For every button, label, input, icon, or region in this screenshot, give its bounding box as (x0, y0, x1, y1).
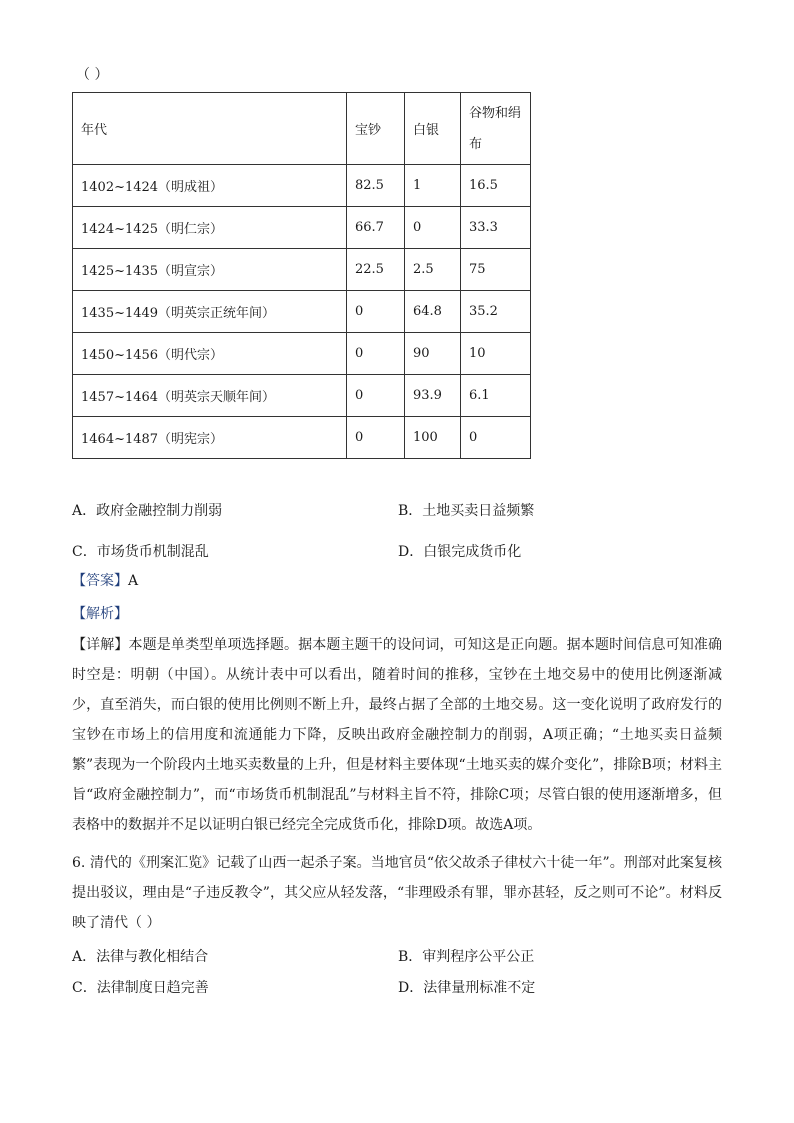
cell-era: 1424~1425（明仁宗） (73, 207, 347, 249)
table-row (73, 375, 531, 417)
analysis-line (72, 603, 128, 623)
question-bracket: （ ） (76, 67, 109, 83)
header-silver: 白银 (405, 93, 461, 165)
cell-baochao: 0 (347, 333, 405, 375)
cell-era: 1450~1456（明代宗） (73, 333, 347, 375)
table-row (73, 249, 531, 291)
table-row (73, 165, 531, 207)
cell-grain-cloth: 75 (461, 249, 531, 291)
cell-era: 1464~1487（明宪宗） (73, 417, 347, 459)
cell-baochao: 82.5 (347, 165, 405, 207)
q5-option-b: B．土地买卖日益频繁 (398, 503, 535, 519)
q5-option-a: A．政府金融控制力削弱 (72, 503, 223, 519)
cell-silver: 1 (405, 165, 461, 207)
table-row (73, 207, 531, 249)
cell-baochao: 22.5 (347, 249, 405, 291)
answer-line (72, 570, 138, 590)
land-transaction-table (72, 92, 531, 459)
cell-grain-cloth: 10 (461, 333, 531, 375)
q6-option-b: B．审判程序公平公正 (398, 949, 535, 965)
cell-grain-cloth: 35.2 (461, 291, 531, 333)
q5-option-d: D．白银完成货币化 (398, 544, 522, 560)
cell-grain-cloth: 0 (461, 417, 531, 459)
cell-silver: 0 (405, 207, 461, 249)
cell-silver: 100 (405, 417, 461, 459)
cell-era: 1425~1435（明宣宗） (73, 249, 347, 291)
cell-baochao: 0 (347, 375, 405, 417)
table-row (73, 417, 531, 459)
q5-option-c: C．市场货币机制混乱 (72, 544, 209, 560)
cell-silver: 64.8 (405, 291, 461, 333)
cell-grain-cloth: 16.5 (461, 165, 531, 207)
cell-baochao: 0 (347, 417, 405, 459)
answer-label: 【答案】 (72, 573, 128, 589)
cell-era: 1457~1464（明英宗天顺年间） (73, 375, 347, 417)
cell-silver: 90 (405, 333, 461, 375)
header-baochao: 宝钞 (347, 93, 405, 165)
analysis-label: 【解析】 (72, 606, 128, 622)
cell-grain-cloth: 6.1 (461, 375, 531, 417)
detail-paragraph: 【详解】本题是单类型单项选择题。据本题主题干的设问词，可知这是正向题。据本题时间信息可知准确时空是：明朝（中国）。从统计表中可以看出，随着时间的推移，宝钞在土地交易中的使用比例逐渐减少，直至消失，而白银的使用比例则不断上升，最终占据了全部的土地交易。这一变化说明了政府发行的宝钞在市场上的信用度和流通能力下降，反映出政府金融控制力的削弱，A项正确；“土地买卖日益频繁”表现为一个阶段内土地买卖数量的上升，但是材料主要体现“土地买卖的媒介变化”，排除B项；材料主旨“政府金融控制力”，而“市场货币机制混乱”与材料主旨不符，排除C项；尽管白银的使用逐渐增多，但表格中的数据并不足以证明白银已经完全完成货币化，排除D项。故选A项。 (72, 637, 722, 833)
table-header-row (73, 93, 531, 165)
cell-baochao: 0 (347, 291, 405, 333)
cell-grain-cloth: 33.3 (461, 207, 531, 249)
table-row (73, 333, 531, 375)
cell-silver: 93.9 (405, 375, 461, 417)
q6-option-c: C．法律制度日趋完善 (72, 980, 209, 996)
cell-era: 1402~1424（明成祖） (73, 165, 347, 207)
header-grain-cloth: 谷物和绢布 (461, 93, 531, 165)
cell-era: 1435~1449（明英宗正统年间） (73, 291, 347, 333)
cell-baochao: 66.7 (347, 207, 405, 249)
q6-stem: 6. 清代的《刑案汇览》记载了山西一起杀子案。当地官员“依父故杀子律杖六十徒一年”。刑部对此案复核提出驳议，理由是“子违反教令”，其父应从轻发落，“非理殴杀有罪，罪亦甚轻，反之则可不论”。材料反映了清代（ ） (72, 855, 722, 931)
q6-option-a: A．法律与教化相结合 (72, 949, 209, 965)
answer-value: A (128, 573, 139, 589)
q6-option-d: D．法律量刑标准不定 (398, 980, 536, 996)
header-era: 年代 (73, 93, 347, 165)
cell-silver: 2.5 (405, 249, 461, 291)
table-row (73, 291, 531, 333)
